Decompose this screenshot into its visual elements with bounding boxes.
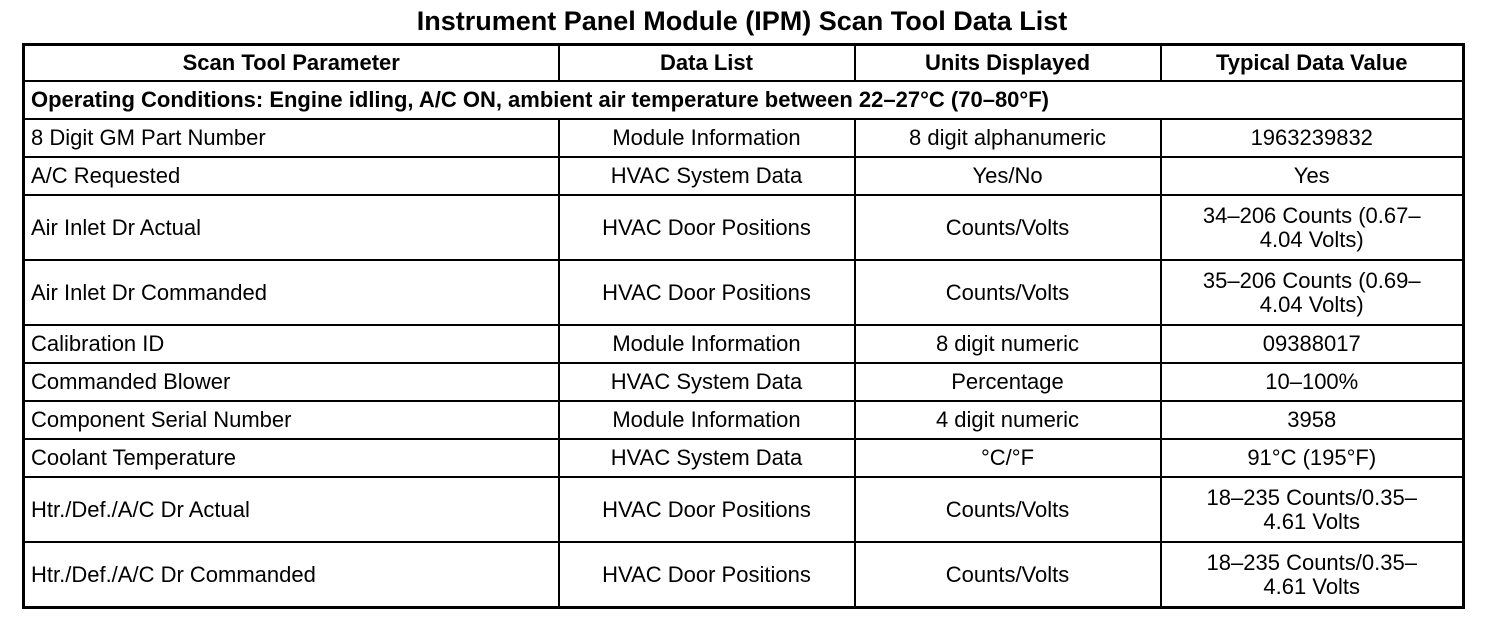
- table-row: [24, 401, 1464, 439]
- table-row: [24, 439, 1464, 477]
- table-row: [24, 325, 1464, 363]
- row-parameter: Air Inlet Dr Commanded: [24, 260, 559, 325]
- row-data-list: Module Information: [559, 325, 855, 363]
- row-units: 8 digit numeric: [855, 325, 1161, 363]
- row-typical-value: [1161, 363, 1464, 401]
- table-row: [24, 477, 1464, 542]
- scan-tool-data-table: [22, 43, 1465, 609]
- row-typical-value: [1161, 477, 1464, 542]
- header-parameter: Scan Tool Parameter: [24, 45, 559, 82]
- table-row: [24, 363, 1464, 401]
- row-typical-value: [1161, 260, 1464, 325]
- typical-value-line: 4.04 Volts): [1259, 226, 1364, 252]
- row-parameter: Calibration ID: [24, 325, 559, 363]
- typical-value-line: 35–206 Counts (0.69–: [1202, 267, 1421, 293]
- row-data-list: HVAC System Data: [559, 157, 855, 195]
- row-parameter: Air Inlet Dr Actual: [24, 195, 559, 260]
- row-parameter: Htr./Def./A/C Dr Commanded: [24, 542, 559, 608]
- row-units: Counts/Volts: [855, 195, 1161, 260]
- row-data-list: HVAC Door Positions: [559, 542, 855, 608]
- row-typical-value: [1161, 542, 1464, 608]
- header-typical-value: Typical Data Value: [1161, 45, 1464, 82]
- header-units: Units Displayed: [855, 45, 1161, 82]
- row-data-list: Module Information: [559, 401, 855, 439]
- row-units: °C/°F: [855, 439, 1161, 477]
- table-row: [24, 542, 1464, 608]
- row-parameter: 8 Digit GM Part Number: [24, 119, 559, 157]
- row-parameter: A/C Requested: [24, 157, 559, 195]
- row-parameter: Htr./Def./A/C Dr Actual: [24, 477, 559, 542]
- row-units: 4 digit numeric: [855, 401, 1161, 439]
- typical-value-line: 18–235 Counts/0.35–: [1206, 549, 1417, 575]
- page-title: Instrument Panel Module (IPM) Scan Tool Data List: [416, 6, 1068, 36]
- row-units: 8 digit alphanumeric: [855, 119, 1161, 157]
- header-data-list: Data List: [559, 45, 855, 82]
- typical-value-line: 18–235 Counts/0.35–: [1206, 484, 1417, 510]
- table-row: [24, 195, 1464, 260]
- row-units: Counts/Volts: [855, 542, 1161, 608]
- row-data-list: HVAC System Data: [559, 439, 855, 477]
- table-header-row: [24, 45, 1464, 82]
- typical-value-line: 4.04 Volts): [1259, 291, 1364, 317]
- row-data-list: Module Information: [559, 119, 855, 157]
- row-typical-value: [1161, 119, 1464, 157]
- row-data-list: HVAC System Data: [559, 363, 855, 401]
- operating-conditions-row: [24, 81, 1464, 119]
- table-row: [24, 119, 1464, 157]
- typical-value-line: 10–100%: [1265, 369, 1359, 394]
- typical-value-line: 3958: [1287, 407, 1337, 432]
- row-units: Yes/No: [855, 157, 1161, 195]
- row-units: Counts/Volts: [855, 260, 1161, 325]
- row-typical-value: [1161, 195, 1464, 260]
- table-row: [24, 260, 1464, 325]
- row-typical-value: [1161, 401, 1464, 439]
- typical-value-line: Yes: [1293, 163, 1330, 188]
- row-units: Percentage: [855, 363, 1161, 401]
- row-data-list: HVAC Door Positions: [559, 195, 855, 260]
- row-data-list: HVAC Door Positions: [559, 477, 855, 542]
- typical-value-line: 09388017: [1262, 331, 1361, 356]
- row-typical-value: [1161, 325, 1464, 363]
- typical-value-line: 1963239832: [1250, 125, 1373, 150]
- row-parameter: Commanded Blower: [24, 363, 559, 401]
- operating-conditions: Operating Conditions: Engine idling, A/C ON, ambient air temperature between 22–27°C (70–80°F): [24, 81, 1464, 119]
- row-typical-value: [1161, 157, 1464, 195]
- table-row: [24, 157, 1464, 195]
- typical-value-line: 34–206 Counts (0.67–: [1202, 202, 1421, 228]
- typical-value-line: 4.61 Volts: [1263, 508, 1361, 534]
- row-typical-value: [1161, 439, 1464, 477]
- typical-value-line: 4.61 Volts: [1263, 573, 1361, 599]
- row-parameter: Component Serial Number: [24, 401, 559, 439]
- row-parameter: Coolant Temperature: [24, 439, 559, 477]
- typical-value-line: 91°C (195°F): [1247, 445, 1377, 470]
- row-units: Counts/Volts: [855, 477, 1161, 542]
- row-data-list: HVAC Door Positions: [559, 260, 855, 325]
